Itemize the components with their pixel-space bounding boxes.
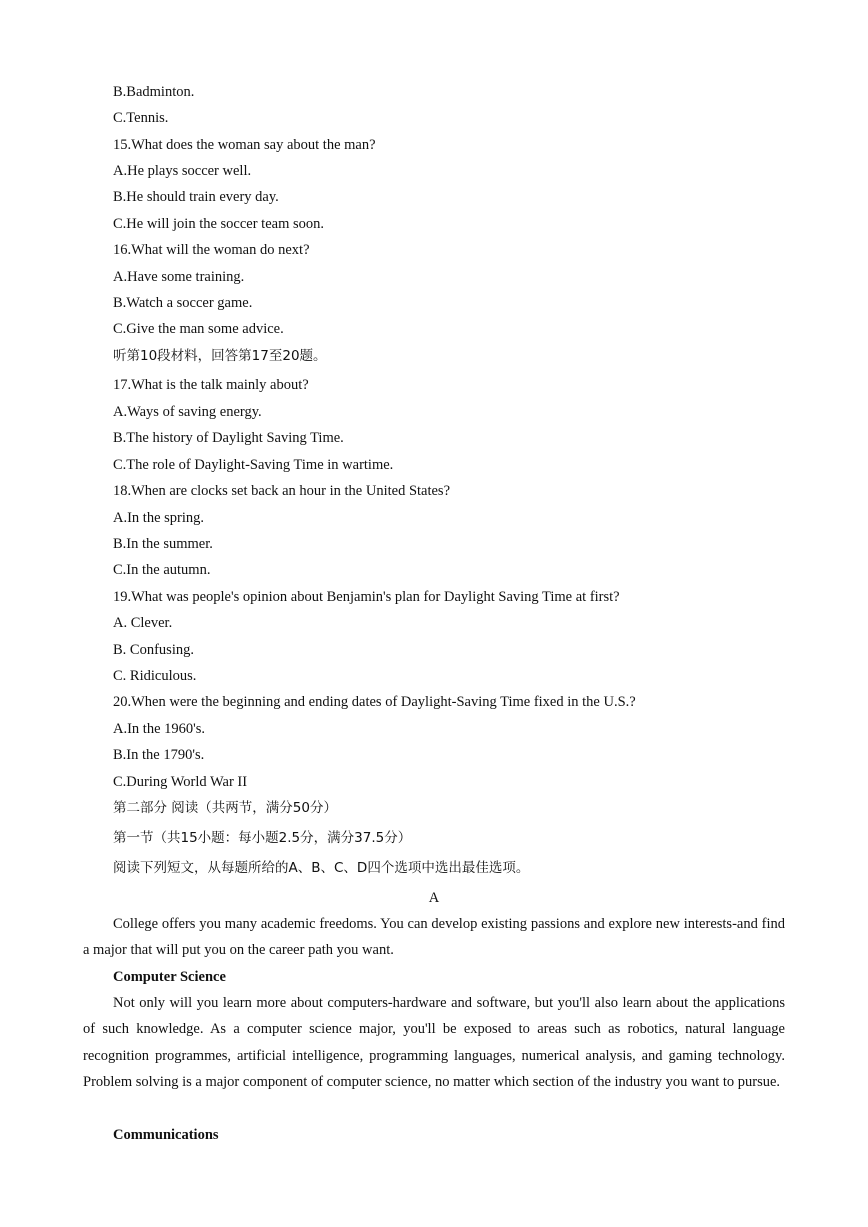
reading-instruction: 阅读下列短文，从每题所给的A、B、C、D四个选项中选出最佳选项。 — [113, 860, 530, 876]
question-17: 17.What is the talk mainly about? — [113, 377, 309, 393]
computer-science-text: Not only will you learn more about computers-hardware and software, but you'll also learn about the applications of such knowledge. As a computer science major, you'll be exposed to areas such as robotics, natural language recognition programmes, artificial intelligence, programming languages, numerical analysis, and gaming technology. Problem solving is a major component of computer science, no matter which section of the industry you want to pursue. — [83, 995, 785, 1091]
option-18a: A.In the spring. — [113, 510, 205, 526]
option-19a: A. Clever. — [113, 615, 173, 631]
option-18b: B.In the summer. — [113, 536, 213, 552]
option-20c: C.During World War II — [113, 774, 248, 790]
option-20a: A.In the 1960's. — [113, 721, 206, 737]
option-17b: B.The history of Daylight Saving Time. — [113, 430, 344, 446]
section-one-heading: 第一节（共15小题：每小题2.5分，满分37.5分） — [113, 830, 412, 846]
option-16c: C.Give the man some advice. — [113, 321, 284, 337]
part-two-heading: 第二部分 阅读（共两节，满分50分） — [113, 800, 337, 816]
option-16a: A.Have some training. — [113, 269, 245, 285]
option-17a: A.Ways of saving energy. — [113, 404, 262, 420]
option-18c: C.In the autumn. — [113, 562, 211, 578]
question-19: 19.What was people's opinion about Benjamin's plan for Daylight Saving Time at first? — [113, 589, 620, 605]
option-19b: B. Confusing. — [113, 642, 194, 658]
option-19c: C. Ridiculous. — [113, 668, 197, 684]
computer-science-paragraph — [83, 990, 785, 1096]
option-20b: B.In the 1790's. — [113, 747, 205, 763]
section-title-computer-science: Computer Science — [113, 969, 226, 985]
section-instruction-10: 听第10段材料，回答第17至20题。 — [113, 348, 327, 364]
option-16b: B.Watch a soccer game. — [113, 295, 253, 311]
question-18: 18.When are clocks set back an hour in the United States? — [113, 483, 451, 499]
question-20: 20.When were the beginning and ending dates of Daylight-Saving Time fixed in the U.S.? — [113, 694, 636, 710]
question-15: 15.What does the woman say about the man? — [113, 137, 376, 153]
option-c-tennis: C.Tennis. — [113, 110, 169, 126]
section-title-communications: Communications — [113, 1127, 219, 1143]
option-17c: C.The role of Daylight-Saving Time in wartime. — [113, 457, 394, 473]
question-16: 16.What will the woman do next? — [113, 242, 310, 258]
option-b-badminton: B.Badminton. — [113, 84, 195, 100]
passage-label: A — [428, 890, 440, 906]
passage-intro — [83, 911, 785, 964]
passage-intro-text: College offers you many academic freedoms. You can develop existing passions and explore new interests-and find a major that will put you on the career path you want. — [83, 916, 785, 959]
option-15a: A.He plays soccer well. — [113, 163, 252, 179]
option-15c: C.He will join the soccer team soon. — [113, 216, 325, 232]
option-15b: B.He should train every day. — [113, 189, 279, 205]
